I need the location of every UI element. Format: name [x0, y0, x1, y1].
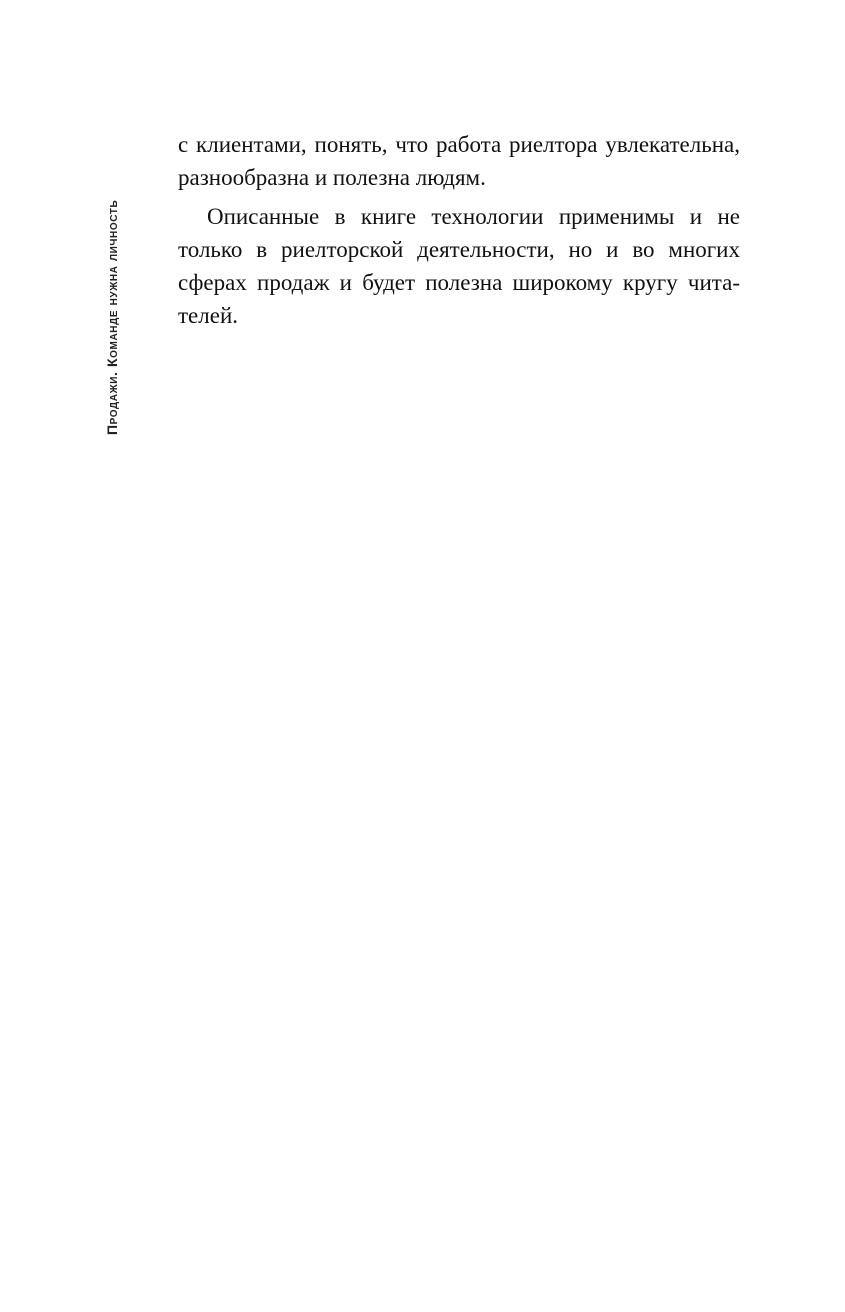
- paragraph: [178, 128, 740, 194]
- text-line: с клиентами, понять, что работа риелтора увлекательна,: [178, 132, 740, 157]
- body-text: [178, 128, 740, 332]
- paragraph: [178, 200, 740, 332]
- text-line: Описанные в книге технологии применимы и не: [207, 204, 740, 229]
- text-line: телей.: [178, 303, 239, 328]
- running-header: Продажи. Команде нужна личность: [104, 199, 120, 435]
- text-line: сферах продаж и будет полезна широкому кругу чита-: [178, 270, 740, 295]
- text-line: разнообразна и полезна людям.: [178, 165, 486, 190]
- text-line: только в риелторской деятельности, но и во многих: [178, 237, 740, 262]
